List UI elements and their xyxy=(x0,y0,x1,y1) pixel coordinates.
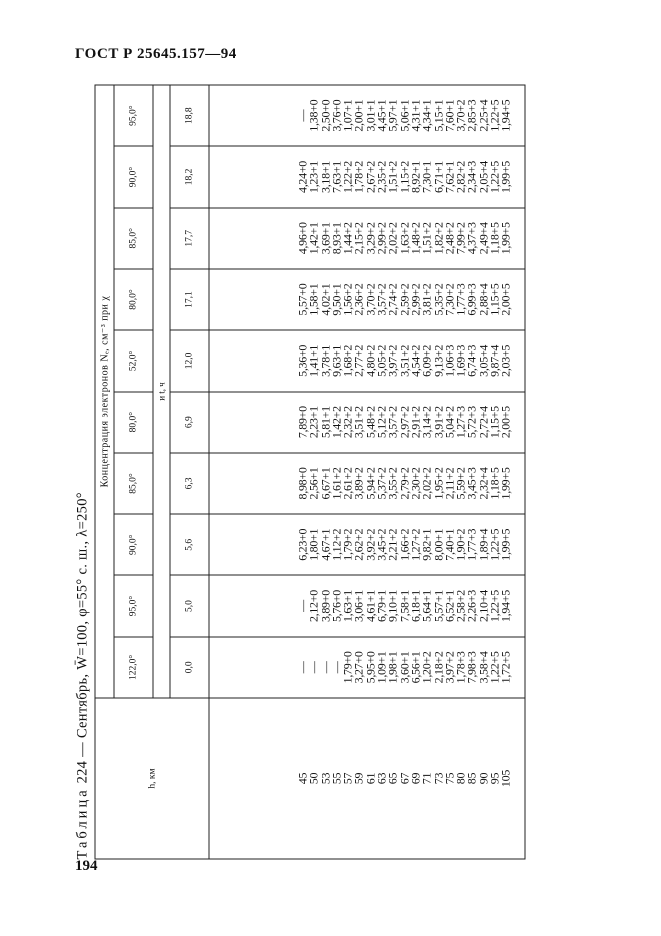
density-cell: 2,99+2 xyxy=(410,269,421,330)
density-cell: 1,09+1 xyxy=(377,637,388,698)
density-cell: 3,58+4 xyxy=(478,637,489,698)
electron-density-table xyxy=(95,85,526,860)
density-cell: 1,90+2 xyxy=(456,514,467,575)
density-cell: 6,79+1 xyxy=(377,575,388,636)
density-cell: 6,74+3 xyxy=(467,330,478,391)
caption-label: Таблица xyxy=(74,787,91,860)
altitude-cell: 61 xyxy=(365,698,376,859)
density-cell: 4,24+0 xyxy=(209,146,309,207)
density-cell: 2,00+5 xyxy=(501,392,525,453)
page-number: 194 xyxy=(75,858,98,874)
density-cell: 1,22+5 xyxy=(490,514,501,575)
density-cell: 2,79+2 xyxy=(399,453,410,514)
density-cell: 3,27+0 xyxy=(354,637,365,698)
density-cell: 2,32+4 xyxy=(478,453,489,514)
density-cell: — xyxy=(309,637,320,698)
density-cell: 1,61+2 xyxy=(331,453,342,514)
density-cell: — xyxy=(320,637,331,698)
density-cell: 1,38+0 xyxy=(309,85,320,146)
density-cell: 2,05+4 xyxy=(478,146,489,207)
density-cell: 1,07+1 xyxy=(343,85,354,146)
density-cell: 1,20+2 xyxy=(422,637,433,698)
density-cell: 3,91+2 xyxy=(433,392,444,453)
density-cell: 1,94+5 xyxy=(501,85,525,146)
t-value-header: 6,9 xyxy=(170,392,209,453)
density-cell: 3,45+3 xyxy=(467,453,478,514)
density-cell: 7,40+1 xyxy=(444,514,455,575)
density-cell: 1,51+2 xyxy=(422,208,433,269)
density-cell: 1,82+2 xyxy=(433,208,444,269)
density-cell: 2,56+1 xyxy=(309,453,320,514)
altitude-cell: 73 xyxy=(433,698,444,859)
density-cell: 4,54+2 xyxy=(410,330,421,391)
altitude-cell: 75 xyxy=(444,698,455,859)
density-cell: 1,66+2 xyxy=(399,514,410,575)
t-value-header: 18,2 xyxy=(170,146,209,207)
density-cell: 5,64+1 xyxy=(422,575,433,636)
density-cell: 3,81+2 xyxy=(422,269,433,330)
density-cell: 2,02+2 xyxy=(422,453,433,514)
density-cell: 1,06+3 xyxy=(444,330,455,391)
density-cell: 3,45+2 xyxy=(377,514,388,575)
density-cell: 7,63+1 xyxy=(331,146,342,207)
density-cell: 8,93+1 xyxy=(331,208,342,269)
density-cell: 1,12+2 xyxy=(331,514,342,575)
density-cell: 2,59+2 xyxy=(399,269,410,330)
density-cell: 1,22+5 xyxy=(490,637,501,698)
altitude-cell: 90 xyxy=(478,698,489,859)
density-cell: 8,98+0 xyxy=(209,453,309,514)
t-value-header: 12,0 xyxy=(170,330,209,391)
chi-header: 80,0° xyxy=(114,269,153,330)
density-cell: 1,89+4 xyxy=(478,514,489,575)
density-cell: 7,98+3 xyxy=(467,637,478,698)
rotated-table-block xyxy=(71,85,521,860)
density-cell: 2,62+2 xyxy=(354,514,365,575)
density-cell: 4,45+1 xyxy=(377,85,388,146)
density-cell: 2,15+2 xyxy=(354,208,365,269)
density-cell: 3,97+2 xyxy=(444,637,455,698)
density-cell: 2,36+2 xyxy=(354,269,365,330)
density-cell: 1,44+2 xyxy=(343,208,354,269)
density-cell: 2,88+4 xyxy=(478,269,489,330)
density-cell: 1,77+3 xyxy=(467,514,478,575)
density-cell: 1,22+5 xyxy=(490,85,501,146)
density-cell: 7,99+2 xyxy=(456,208,467,269)
density-cell: 3,14+2 xyxy=(422,392,433,453)
t-value-header: 6,3 xyxy=(170,453,209,514)
density-cell: 1,41+1 xyxy=(309,330,320,391)
density-cell: 1,23+1 xyxy=(309,146,320,207)
density-cell: 1,77+3 xyxy=(456,269,467,330)
density-cell: 1,51+2 xyxy=(388,146,399,207)
density-cell: 2,26+3 xyxy=(467,575,478,636)
density-cell: 4,67+1 xyxy=(320,514,331,575)
density-cell: 5,36+0 xyxy=(209,330,309,391)
density-cell: 5,48+2 xyxy=(365,392,376,453)
density-cell: 1,95+2 xyxy=(433,453,444,514)
density-cell: 4,02+1 xyxy=(320,269,331,330)
density-cell: 4,34+1 xyxy=(422,85,433,146)
density-cell: 2,00+5 xyxy=(501,269,525,330)
density-cell: 2,49+4 xyxy=(478,208,489,269)
density-cell: 1,22+5 xyxy=(490,146,501,207)
density-cell: 2,85+3 xyxy=(467,85,478,146)
density-cell: 3,89+0 xyxy=(320,575,331,636)
density-cell: 3,70+2 xyxy=(456,85,467,146)
density-cell: 3,69+1 xyxy=(320,208,331,269)
density-cell: 6,99+3 xyxy=(467,269,478,330)
density-cell: 2,03+5 xyxy=(501,330,525,391)
density-cell: 9,13+2 xyxy=(433,330,444,391)
density-cell: 1,99+5 xyxy=(501,514,525,575)
density-cell: 1,42+1 xyxy=(309,208,320,269)
density-cell: 3,57+2 xyxy=(377,269,388,330)
density-cell: 5,59+2 xyxy=(456,453,467,514)
chi-header: 85,0° xyxy=(114,208,153,269)
density-cell: 1,63+2 xyxy=(399,208,410,269)
table-caption xyxy=(71,85,95,860)
density-cell: 5,57+0 xyxy=(209,269,309,330)
density-cell: 9,82+1 xyxy=(422,514,433,575)
density-cell: 3,05+4 xyxy=(478,330,489,391)
altitude-cell: 80 xyxy=(456,698,467,859)
density-cell: 1,18+5 xyxy=(490,453,501,514)
density-cell: 6,56+1 xyxy=(410,637,421,698)
density-cell: 7,30+2 xyxy=(444,269,455,330)
density-cell: 1,42+2 xyxy=(331,392,342,453)
density-cell: 9,63+1 xyxy=(331,330,342,391)
density-cell: 8,00+1 xyxy=(433,514,444,575)
density-cell: 1,99+5 xyxy=(501,453,525,514)
caption-text: 224 — Сентябрь, W̄=100, φ=55° с. ш., λ=250° xyxy=(74,492,91,784)
density-cell: 3,60+1 xyxy=(399,637,410,698)
density-cell: 1,22+5 xyxy=(490,575,501,636)
density-cell: 2,77+2 xyxy=(354,330,365,391)
density-cell: — xyxy=(209,85,309,146)
density-cell: 5,15+1 xyxy=(433,85,444,146)
density-cell: 2,61+2 xyxy=(343,453,354,514)
density-cell: 7,58+1 xyxy=(399,575,410,636)
chi-header: 95,0° xyxy=(114,575,153,636)
density-cell: 7,60+1 xyxy=(444,85,455,146)
density-cell: 5,37+2 xyxy=(377,453,388,514)
density-cell: 9,10+1 xyxy=(388,575,399,636)
density-cell: 1,15+5 xyxy=(490,392,501,453)
density-cell: 7,89+0 xyxy=(209,392,309,453)
density-cell: 1,58+1 xyxy=(309,269,320,330)
chi-header: 52,0° xyxy=(114,330,153,391)
density-cell: 1,72+5 xyxy=(501,637,525,698)
density-cell: 5,06+1 xyxy=(399,85,410,146)
density-cell: 2,12+0 xyxy=(309,575,320,636)
table-row xyxy=(209,85,309,859)
density-cell: 2,10+4 xyxy=(478,575,489,636)
density-cell: 3,51+2 xyxy=(354,392,365,453)
header-row-group xyxy=(95,85,114,859)
h-column-header: h, км xyxy=(95,698,209,859)
t-value-header: 5,0 xyxy=(170,575,209,636)
altitude-cell: 71 xyxy=(422,698,433,859)
density-cell: 4,80+2 xyxy=(365,330,376,391)
density-cell: 7,62+1 xyxy=(444,146,455,207)
density-cell: 2,35+2 xyxy=(377,146,388,207)
density-cell: 2,11+2 xyxy=(444,453,455,514)
density-cell: 5,97+1 xyxy=(388,85,399,146)
density-cell: 3,57+2 xyxy=(388,392,399,453)
density-cell: 1,18+5 xyxy=(490,208,501,269)
altitude-cell: 45 xyxy=(209,698,309,859)
density-cell: — xyxy=(209,637,309,698)
altitude-cell: 65 xyxy=(388,698,399,859)
altitude-cell: 50 xyxy=(309,698,320,859)
density-cell: 4,37+3 xyxy=(467,208,478,269)
density-cell: 3,92+2 xyxy=(365,514,376,575)
altitude-cell: 105 xyxy=(501,698,525,859)
altitude-cell: 55 xyxy=(331,698,342,859)
density-cell: 6,18+1 xyxy=(410,575,421,636)
density-cell: 4,61+1 xyxy=(365,575,376,636)
group-header: Концентрация электронов Nₑ, см⁻³ при χ xyxy=(95,85,114,698)
density-cell: 1,79+0 xyxy=(343,637,354,698)
density-cell: 3,29+2 xyxy=(365,208,376,269)
density-cell: 9,87+4 xyxy=(490,330,501,391)
chi-header: 80,0° xyxy=(114,392,153,453)
density-cell: 2,18+2 xyxy=(433,637,444,698)
density-cell: 3,18+1 xyxy=(320,146,331,207)
density-cell: 1,48+2 xyxy=(410,208,421,269)
density-cell: 7,30+1 xyxy=(422,146,433,207)
density-cell: 1,27+3 xyxy=(456,392,467,453)
density-cell: 2,48+2 xyxy=(444,208,455,269)
density-cell: 2,00+1 xyxy=(354,85,365,146)
chi-header: 90,0° xyxy=(114,514,153,575)
density-cell: 2,58+2 xyxy=(456,575,467,636)
chi-header: 90,0° xyxy=(114,146,153,207)
density-cell: 3,78+1 xyxy=(320,330,331,391)
density-cell: 2,23+1 xyxy=(309,392,320,453)
density-cell: 2,99+2 xyxy=(377,208,388,269)
density-cell: 5,81+1 xyxy=(320,392,331,453)
altitude-cell: 69 xyxy=(410,698,421,859)
table-row xyxy=(501,85,525,859)
density-cell: 1,56+2 xyxy=(343,269,354,330)
density-cell: 3,70+2 xyxy=(365,269,376,330)
density-cell: 3,55+2 xyxy=(388,453,399,514)
density-cell: 6,23+0 xyxy=(209,514,309,575)
density-cell: 3,06+1 xyxy=(354,575,365,636)
density-cell: 5,72+3 xyxy=(467,392,478,453)
density-cell: 5,12+2 xyxy=(377,392,388,453)
altitude-cell: 59 xyxy=(354,698,365,859)
t-header: и t, ч xyxy=(153,85,170,698)
density-cell: 1,99+5 xyxy=(501,146,525,207)
t-value-header: 18,8 xyxy=(170,85,209,146)
density-cell: 4,96+0 xyxy=(209,208,309,269)
density-cell: 1,68+2 xyxy=(343,330,354,391)
density-cell: 6,09+2 xyxy=(422,330,433,391)
density-cell: 5,94+2 xyxy=(365,453,376,514)
density-cell: 6,71+1 xyxy=(433,146,444,207)
density-cell: 5,95+0 xyxy=(365,637,376,698)
altitude-cell: 67 xyxy=(399,698,410,859)
density-cell: — xyxy=(331,637,342,698)
density-cell: 2,02+2 xyxy=(388,208,399,269)
density-cell: 1,78+3 xyxy=(456,637,467,698)
density-cell: 2,72+4 xyxy=(478,392,489,453)
density-cell: 1,98+1 xyxy=(388,637,399,698)
density-cell: 1,63+1 xyxy=(343,575,354,636)
density-cell: 1,80+1 xyxy=(309,514,320,575)
density-cell: 3,01+1 xyxy=(365,85,376,146)
density-cell: 5,05+2 xyxy=(377,330,388,391)
density-cell: 6,52+1 xyxy=(444,575,455,636)
t-value-header: 17,7 xyxy=(170,208,209,269)
density-cell: 1,79+2 xyxy=(343,514,354,575)
density-cell: 2,32+2 xyxy=(343,392,354,453)
density-cell: 9,50+1 xyxy=(331,269,342,330)
density-cell: 3,97+2 xyxy=(388,330,399,391)
density-cell: 5,57+1 xyxy=(433,575,444,636)
density-cell: 4,31+1 xyxy=(410,85,421,146)
density-cell: 2,34+3 xyxy=(467,146,478,207)
density-cell: — xyxy=(209,575,309,636)
density-cell: 3,89+2 xyxy=(354,453,365,514)
density-cell: 2,30+2 xyxy=(410,453,421,514)
density-cell: 3,76+0 xyxy=(331,85,342,146)
chi-header: 122,0° xyxy=(114,637,153,698)
density-cell: 5,35+2 xyxy=(433,269,444,330)
density-cell: 2,91+2 xyxy=(410,392,421,453)
density-cell: 3,51+2 xyxy=(399,330,410,391)
density-cell: 1,22+2 xyxy=(343,146,354,207)
density-cell: 2,50+0 xyxy=(320,85,331,146)
density-cell: 1,27+2 xyxy=(410,514,421,575)
density-cell: 2,74+2 xyxy=(388,269,399,330)
density-cell: 1,15+2 xyxy=(399,146,410,207)
density-cell: 2,67+2 xyxy=(365,146,376,207)
density-cell: 8,92+1 xyxy=(410,146,421,207)
density-cell: 5,76+0 xyxy=(331,575,342,636)
chi-header: 85,0° xyxy=(114,453,153,514)
density-cell: 2,21+2 xyxy=(388,514,399,575)
altitude-cell: 57 xyxy=(343,698,354,859)
altitude-cell: 53 xyxy=(320,698,331,859)
altitude-cell: 85 xyxy=(467,698,478,859)
density-cell: 2,97+2 xyxy=(399,392,410,453)
t-value-header: 0,0 xyxy=(170,637,209,698)
density-cell: 1,69+3 xyxy=(456,330,467,391)
standard-header: ГОСТ Р 25645.157—94 xyxy=(75,46,237,62)
chi-header: 95,0° xyxy=(114,85,153,146)
density-cell: 2,25+4 xyxy=(478,85,489,146)
altitude-cell: 63 xyxy=(377,698,388,859)
altitude-cell: 95 xyxy=(490,698,501,859)
density-cell: 5,04+2 xyxy=(444,392,455,453)
density-cell: 1,99+5 xyxy=(501,208,525,269)
density-cell: 6,67+1 xyxy=(320,453,331,514)
t-value-header: 5,6 xyxy=(170,514,209,575)
density-cell: 1,15+5 xyxy=(490,269,501,330)
density-cell: 1,94+5 xyxy=(501,575,525,636)
t-value-header: 17,1 xyxy=(170,269,209,330)
density-cell: 1,78+2 xyxy=(354,146,365,207)
density-cell: 2,82+2 xyxy=(456,146,467,207)
